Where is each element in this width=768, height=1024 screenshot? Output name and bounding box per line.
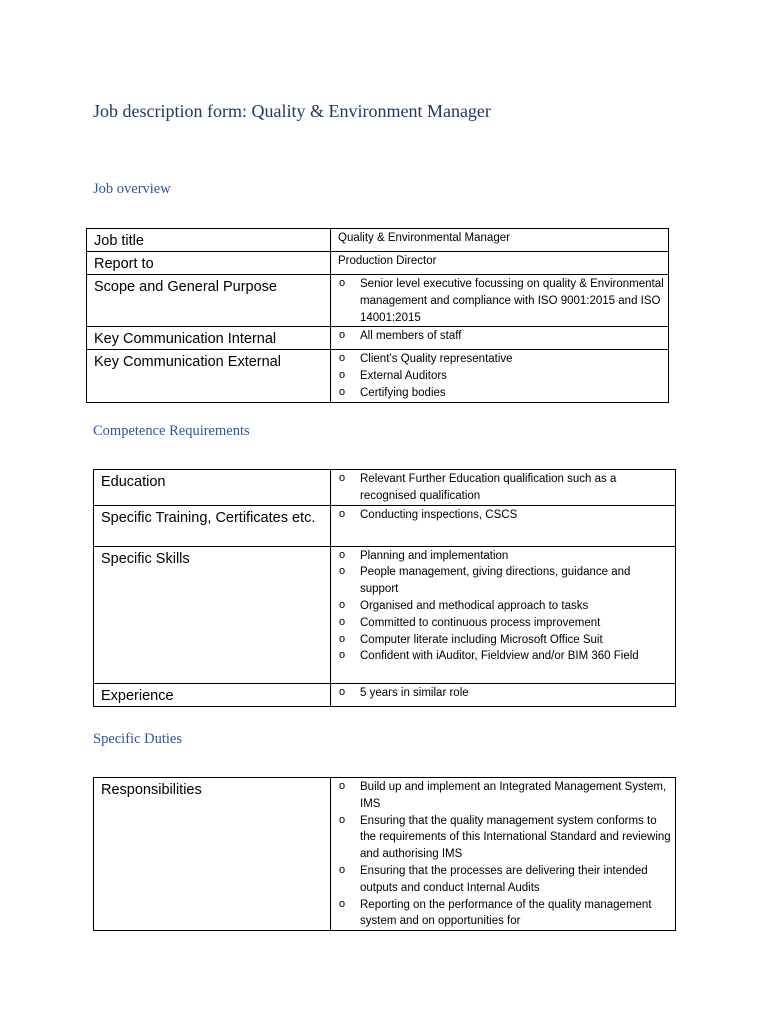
list-item: o All members of staff — [338, 328, 664, 345]
row-value-responsibilities — [331, 778, 676, 931]
row-label-training: Specific Training, Certificates etc. — [94, 505, 331, 546]
list-item: o Planning and implementation — [338, 548, 671, 565]
job-overview-table — [86, 228, 669, 403]
duties-table — [93, 777, 676, 931]
row-label-skills: Specific Skills — [94, 546, 331, 683]
row-label-education: Education — [94, 470, 331, 506]
section-heading-specific-duties: Specific Duties — [93, 731, 182, 747]
list-item: o Senior level executive focussing on quality & Environmental management and compliance with ISO 9001:2015 and ISO 14001:2015 — [338, 276, 664, 326]
row-value-job-title: Quality & Environmental Manager — [331, 229, 669, 252]
table-row — [94, 470, 676, 506]
table-row — [94, 505, 676, 546]
list-item: o Ensuring that the processes are delivering their intended outputs and conduct Internal Audits — [338, 863, 671, 897]
list-item: o Certifying bodies — [338, 385, 664, 402]
competence-table — [93, 469, 676, 707]
table-row — [87, 327, 669, 350]
list-item: o Organised and methodical approach to tasks — [338, 598, 671, 615]
row-value-communication-internal — [331, 327, 669, 350]
row-label-experience: Experience — [94, 683, 331, 706]
list-item: o Conducting inspections, CSCS — [338, 507, 671, 524]
list-item: o Reporting on the performance of the quality management system and on opportunities for — [338, 897, 671, 931]
row-value-report-to: Production Director — [331, 252, 669, 275]
row-value-experience — [331, 683, 676, 706]
list-item: o Committed to continuous process improvement — [338, 615, 671, 632]
row-value-skills — [331, 546, 676, 683]
table-row — [87, 229, 669, 252]
row-value-education — [331, 470, 676, 506]
page-title: Job description form: Quality & Environment Manager — [93, 101, 491, 121]
table-row — [94, 778, 676, 931]
row-label-job-title: Job title — [87, 229, 331, 252]
table-row — [87, 350, 669, 402]
section-heading-job-overview: Job overview — [93, 181, 171, 197]
table-row — [87, 252, 669, 275]
table-row — [87, 275, 669, 327]
table-row — [94, 683, 676, 706]
list-item: o Client’s Quality representative — [338, 351, 664, 368]
list-item: o Confident with iAuditor, Fieldview and/or BIM 360 Field — [338, 648, 671, 665]
row-value-communication-external — [331, 350, 669, 402]
list-item: o Build up and implement an Integrated Management System, IMS — [338, 779, 671, 813]
row-label-communication-internal: Key Communication Internal — [87, 327, 331, 350]
row-label-report-to: Report to — [87, 252, 331, 275]
list-item: o People management, giving directions, guidance and support — [338, 564, 671, 598]
row-label-communication-external: Key Communication External — [87, 350, 331, 402]
row-value-scope — [331, 275, 669, 327]
list-item: o Ensuring that the quality management system conforms to the requirements of this International Standard and reviewing and authorising IMS — [338, 813, 671, 863]
list-item: o Relevant Further Education qualification such as a recognised qualification — [338, 471, 671, 505]
row-label-responsibilities: Responsibilities — [94, 778, 331, 931]
row-label-scope: Scope and General Purpose — [87, 275, 331, 327]
list-item: o Computer literate including Microsoft Office Suit — [338, 632, 671, 649]
row-value-training — [331, 505, 676, 546]
table-row — [94, 546, 676, 683]
section-heading-competence: Competence Requirements — [93, 423, 250, 439]
list-item: o 5 years in similar role — [338, 685, 671, 702]
list-item: o External Auditors — [338, 368, 664, 385]
